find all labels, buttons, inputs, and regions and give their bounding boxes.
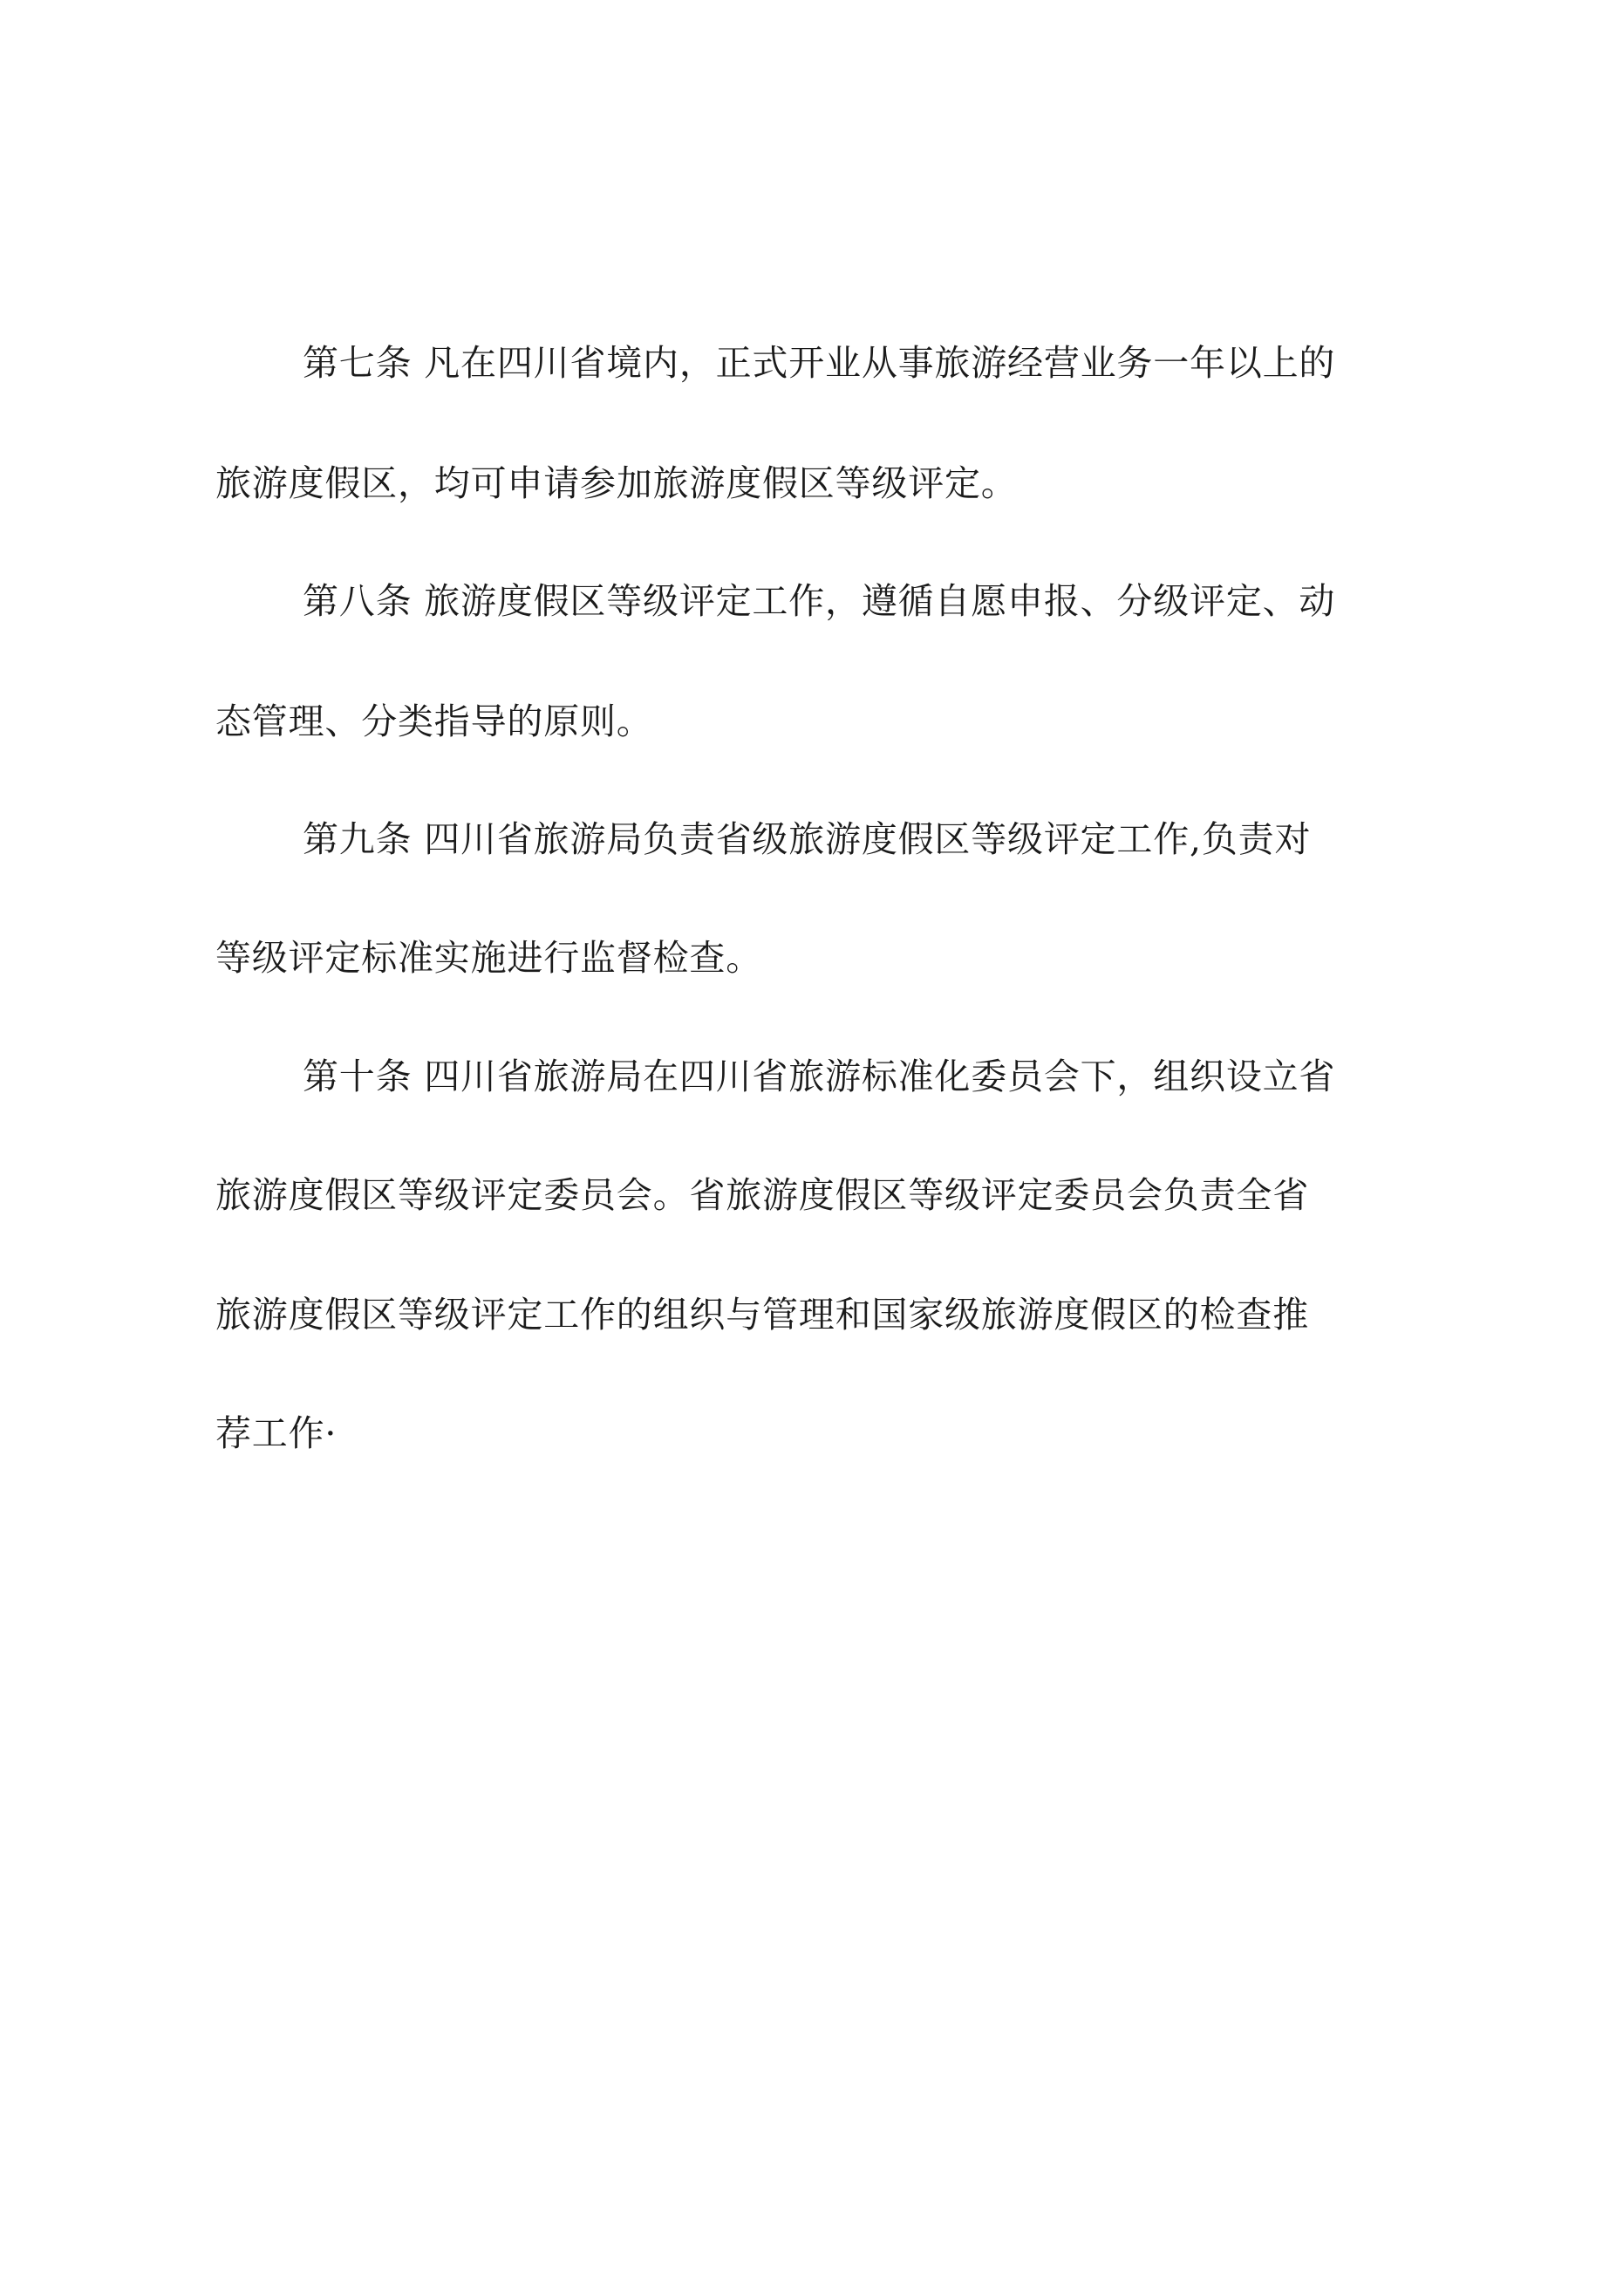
article-7-line-2: 旅游度假区，均可申请参加旅游度假区等级评定。 bbox=[215, 462, 1018, 504]
article-9-line-2: 等级评定标准实施进行监督检查。 bbox=[215, 937, 762, 979]
article-8-line-2: 态管理、分类指导的原则。 bbox=[215, 700, 653, 742]
article-10-line-1: 第十条 四川省旅游局在四川省旅游标准化委员会下，组织设立省 bbox=[303, 1056, 1336, 1097]
article-9-line-1: 第九条 四川省旅游局负责省级旅游度假区等级评定工作,负责对 bbox=[303, 818, 1312, 860]
article-10-line-3: 旅游度假区等级评定工作的组织与管理和国家级旅游度假区的检查推 bbox=[215, 1294, 1309, 1336]
article-8-line-1: 第八条 旅游度假区等级评定工作，遵循自愿申报、分级评定、动 bbox=[303, 580, 1336, 622]
article-7-line-1: 第七条 凡在四川省境内，正式开业从事旅游经营业务一年以上的 bbox=[303, 342, 1336, 384]
article-10-line-2: 旅游度假区等级评定委员会。省旅游度假区等级评定委员会负责全省 bbox=[215, 1174, 1309, 1216]
article-10-line-4: 荐工作· bbox=[215, 1412, 338, 1454]
